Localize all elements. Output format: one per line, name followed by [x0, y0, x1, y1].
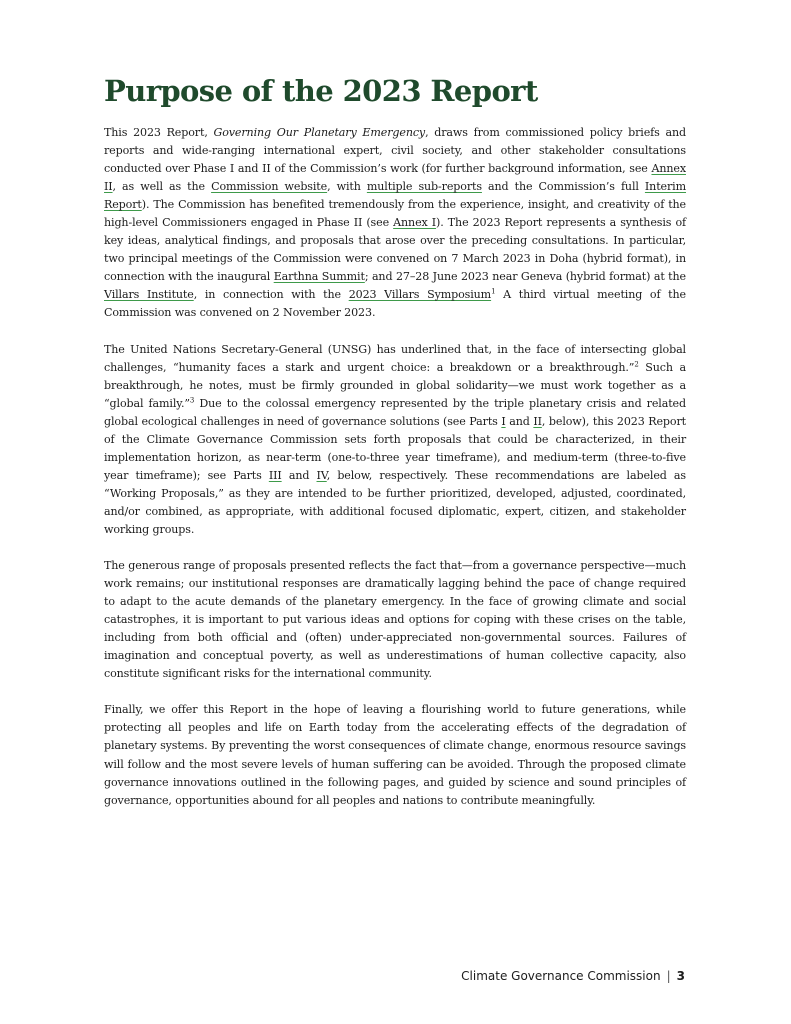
text-span: Such a breakthrough, he notes, must be firmly grounded in global solidarity—we must work together as a “global family.”: [104, 360, 686, 410]
text-span: A third virtual meeting of the Commission was convened on 2 November 2023.: [104, 288, 686, 320]
text-span: This 2023 Report,: [104, 126, 214, 139]
link-annex-i[interactable]: Annex I: [393, 216, 437, 230]
paragraph-2: [104, 341, 686, 540]
text-span: , below), this 2023 Report of the Climate Governance Commission sets forth proposals that could be characterized, in their implementation horizon, as near-term (one-to-three year timeframe), and medium-term (three-to-five year timeframe); see Parts: [104, 414, 686, 482]
footnote-3[interactable]: 3: [189, 395, 195, 404]
text-span: , with: [327, 180, 367, 194]
link-interim-report[interactable]: Interim Report: [104, 180, 687, 212]
link-villars-institute[interactable]: Villars Institute: [104, 288, 194, 302]
text-span: Due to the colossal emergency represented by the triple planetary crisis and related global ecological challenges in need of governance solutions (see Parts: [104, 396, 686, 428]
text-span: , as well as the: [112, 180, 212, 194]
paragraph-1: [104, 124, 686, 323]
link-villars-symposium[interactable]: 2023 Villars Symposium: [348, 288, 492, 302]
link-earthna-summit[interactable]: Earthna Summit: [273, 270, 365, 284]
link-sub-reports[interactable]: multiple sub-reports: [366, 180, 482, 194]
text-span: and the Commission’s full: [481, 180, 645, 194]
paragraph-4: Finally, we offer this Report in the hope of leaving a flourishing world to future generations, while protecting all peoples and life on Earth today from the accelerating effects of the degradation of planetary systems. By preventing the worst consequences of climate change, enormous resource savings will follow and the most severe levels of human suffering can be avoided. Through the proposed climate governance innovations outlined in the following pages, and guided by science and sound principles of governance, opportunities abound for all peoples and nations to contribute meaningfully.: [104, 703, 686, 807]
footer-separator: |: [666, 969, 671, 983]
link-commission-website[interactable]: Commission website: [211, 180, 328, 194]
link-part-iii[interactable]: III: [268, 468, 282, 482]
text-span: , below, respectively. These recommendations are labeled as “Working Proposals,” as they are intended to be further prioritized, developed, adjusted, coordinated, and/or combined, as appropriate, with additional focused diplomatic, expert, citizen, and stakeholder working groups.: [104, 468, 686, 536]
text-span: The United Nations Secretary-General (UNSG) has underlined that, in the face of intersecting global challenges, “humanity faces a stark and urgent choice: a breakdown or a breakthrough.”: [104, 342, 686, 374]
paragraph-3: The generous range of proposals presented reflects the fact that—from a governance perspective—much work remains; our institutional responses are dramatically lagging behind the pace of change required to adapt to the acute demands of the planetary emergency. In the face of growing climate and social catastrophes, it is important to put various ideas and options for coping with these crises on the table, including from both official and (often) under-appreciated non-governmental sources. Failures of imagination and conceptual poverty, as well as underestimations of human collective capacity, also constitute significant risks for the international community.: [104, 559, 686, 681]
body-text: [104, 124, 686, 828]
text-span: ). The Commission has benefited tremendously from the experience, insight, and creativity of the high-level Commissioners engaged in Phase II (see: [104, 198, 686, 230]
text-span: and: [505, 414, 534, 428]
text-span: and: [281, 468, 317, 482]
footnote-2[interactable]: 2: [634, 359, 639, 368]
text-span: , draws from commissioned policy briefs and reports and wide-ranging international expert, civil society, and other stakeholder consultations conducted over Phase I and II of the Commission’s work (for further background information, see: [104, 126, 686, 176]
link-part-iv[interactable]: IV: [316, 468, 327, 482]
text-span: ; and 27–28 June 2023 near Geneva (hybrid format) at the: [364, 270, 686, 284]
page-title: Purpose of the 2023 Report: [104, 74, 538, 108]
text-span: ). The 2023 Report represents a synthesis of key ideas, analytical findings, and proposals that arose over the preceding consultations. In particular, two principal meetings of the Commission were convened on 7 March 2023 in Doha (hybrid format), in connection with the inaugural: [104, 216, 687, 284]
link-part-i[interactable]: I: [501, 414, 506, 428]
footer-publisher: Climate Governance Commission: [461, 969, 661, 983]
page-footer: [461, 969, 685, 983]
link-part-ii[interactable]: II: [533, 414, 542, 428]
report-title: Governing Our Planetary Emergency: [213, 126, 426, 139]
page-number: 3: [676, 969, 685, 983]
text-span: , in connection with the: [193, 288, 349, 302]
footnote-1[interactable]: 1: [491, 287, 496, 296]
link-annex-ii[interactable]: Annex II: [104, 162, 686, 194]
